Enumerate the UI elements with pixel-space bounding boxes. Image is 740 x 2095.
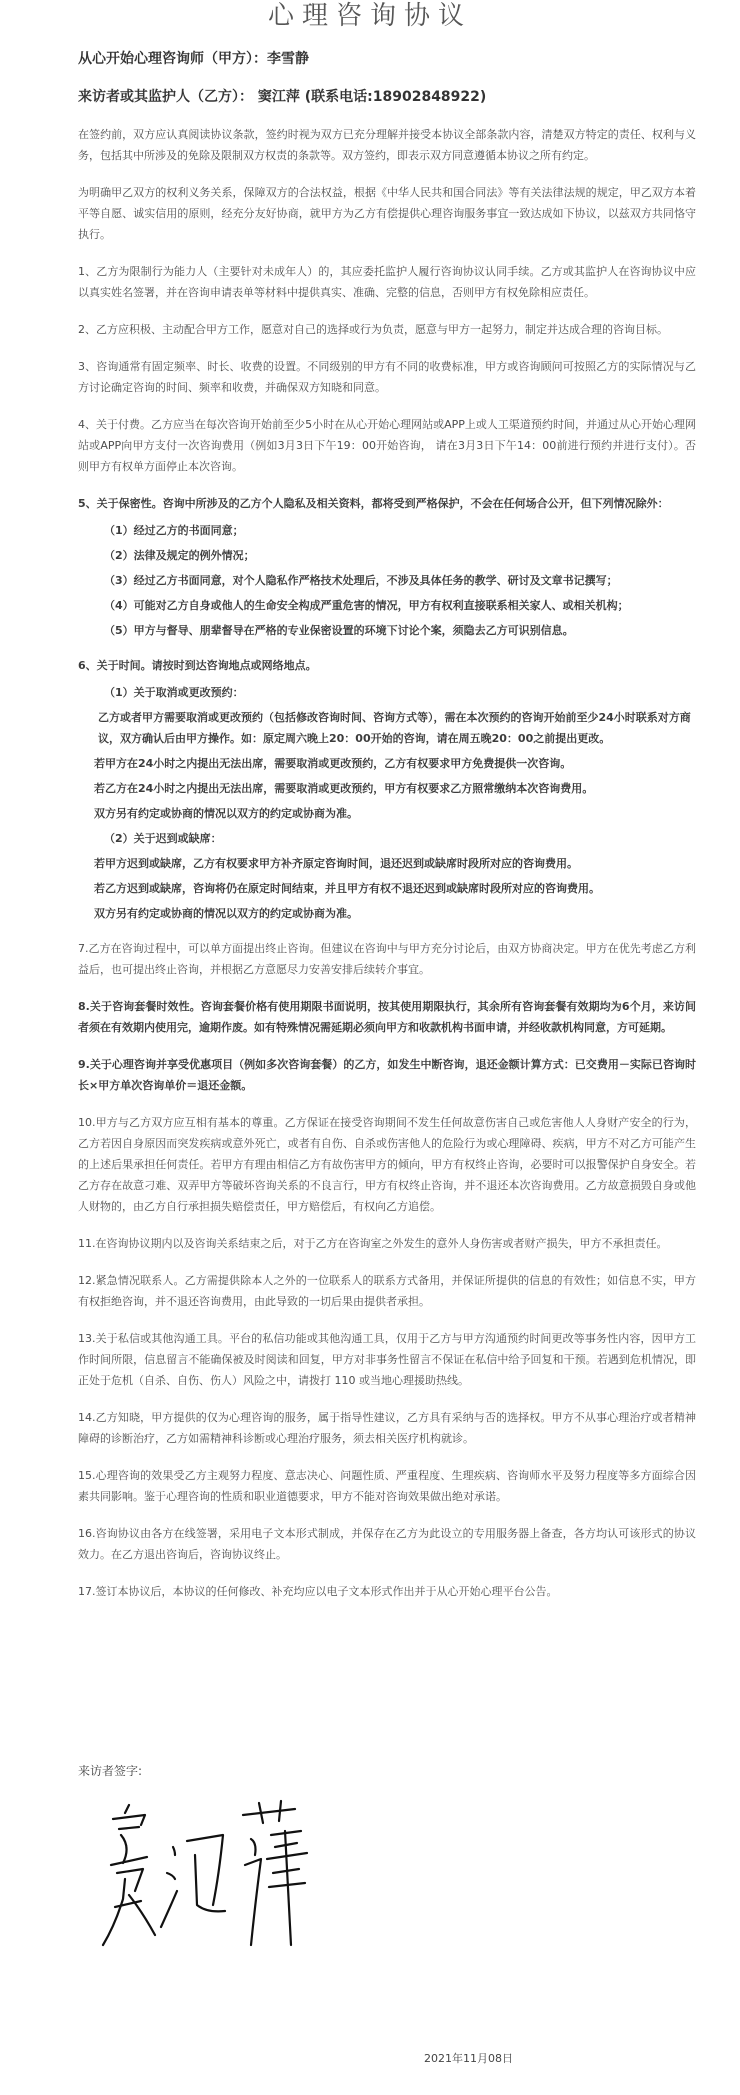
clause-6-sub2-title: （2）关于迟到或缺席： xyxy=(104,832,222,845)
clause-5-item: （2）法律及规定的例外情况； xyxy=(104,549,255,562)
clause-15: 15.心理咨询的效果受乙方主观努力程度、意志决心、问题性质、严重程度、生理疾病、咨询师水平及努力程度等多方面综合因素共同影响。鉴于心理咨询的性质和职业道德要求，甲方不能对咨询效果做出绝对承诺。 xyxy=(78,1469,696,1503)
clause-6-section xyxy=(78,682,696,924)
clause-6-sub1-line: 若乙方在24小时之内提出无法出席，需要取消或更改预约，甲方有权要求乙方照常缴纳本次咨询费用。 xyxy=(94,782,594,795)
clause-13: 13.关于私信或其他沟通工具。平台的私信功能或其他沟通工具，仅用于乙方与甲方沟通预约时间更改等事务性内容，因甲方工作时间所限，信息留言不能确保被及时阅读和回复，甲方对非事务性留言不保证在私信中给予回复和干预。若遇到危机情况，即正处于危机（自杀、自伤、伤人）风险之中，请拨打 110 或当地心理援助热线。 xyxy=(78,1332,696,1387)
party-b-line: 来访者或其监护人（乙方）： 窦江萍 (联系电话:18902848922) xyxy=(78,89,487,105)
clause-6-sub1-line: 乙方或者甲方需要取消或更改预约（包括修改咨询时间、咨询方式等），需在本次预约的咨询开始前至少24小时联系对方商议，双方确认后由甲方操作。如：原定周六晚上20：00开始的咨询，请在周五晚20：00之前提出更改。 xyxy=(98,711,691,745)
clause-6-sub1-line: 若甲方在24小时之内提出无法出席，需要取消或更改预约，乙方有权要求甲方免费提供一次咨询。 xyxy=(94,757,572,770)
clause-4: 4、关于付费。乙方应当在每次咨询开始前至少5小时在从心开始心理网站或APP上或人工渠道预约时间，并通过从心开始心理网站或APP向甲方支付一次咨询费用（例如3月3日下午19：00开始咨询， 请在3月3日下午14：00前进行预约并进行支付）。否则甲方有权单方面停止本次咨询。 xyxy=(78,418,696,473)
clause-10: 10.甲方与乙方双方应互相有基本的尊重。乙方保证在接受咨询期间不发生任何故意伤害自己或危害他人人身财产安全的行为，乙方若因自身原因而突发疾病或意外死亡，或者有自伤、自杀或伤害他人的危险行为或心理障碍、疾病，甲方不对乙方可能产生的上述后果承担任何责任。若甲方有理由相信乙方有故伤害甲方的倾向，甲方有权终止咨询，必要时可以报警保护自身安全。若乙方存在故意刁难、双弄甲方等破坏咨询关系的不良言行，甲方有权终止咨询，并不退还本次咨询费用。乙方故意损毁自身或他人财物的，由乙方自行承担损失赔偿责任，甲方赔偿后，有权向乙方追偿。 xyxy=(78,1116,696,1213)
clause-5-list xyxy=(78,520,696,641)
clause-1: 1、乙方为限制行为能力人（主要针对未成年人）的，其应委托监护人履行咨询协议认同手续。乙方或其监护人在咨询协议中应以真实姓名签署，并在咨询申请表单等材料中提供真实、准确、完整的信息，否则甲方有权免除相应责任。 xyxy=(78,265,696,299)
clause-5-item: （4）可能对乙方自身或他人的生命安全构成严重危害的情况，甲方有权利直接联系相关家人、或相关机构； xyxy=(104,599,629,612)
clause-9: 9.关于心理咨询并享受优惠项目（例如多次咨询套餐）的乙方，如发生中断咨询，退还金额计算方式：已交费用－实际已咨询时长×甲方单次咨询单价＝退还金额。 xyxy=(78,1058,696,1092)
intro-paragraph-1: 在签约前，双方应认真阅读协议条款，签约时视为双方已充分理解并接受本协议全部条款内容，清楚双方特定的责任、权利与义务，包括其中所涉及的免除及限制双方权责的条款等。双方签约，即表示双方同意遵循本协议之所有约定。 xyxy=(78,128,696,162)
clause-6-sub1-line: 双方另有约定或协商的情况以双方的约定或协商为准。 xyxy=(94,807,358,820)
clause-6-sub2-line: 若乙方迟到或缺席，咨询将仍在原定时间结束，并且甲方有权不退还迟到或缺席时段所对应的咨询费用。 xyxy=(94,882,600,895)
clause-16: 16.咨询协议由各方在线签署，采用电子文本形式制成，并保存在乙方为此设立的专用服务器上备查，各方均认可该形式的协议效力。在乙方退出咨询后，咨询协议终止。 xyxy=(78,1527,696,1561)
clause-11: 11.在咨询协议期内以及咨询关系结束之后，对于乙方在咨询室之外发生的意外人身伤害或者财产损失，甲方不承担责任。 xyxy=(78,1237,668,1250)
clause-6-sub1-title: （1）关于取消或更改预约： xyxy=(104,686,244,699)
clause-6-sub2-line: 双方另有约定或协商的情况以双方的约定或协商为准。 xyxy=(94,907,358,920)
signed-date: 2021年11月08日 xyxy=(424,2052,513,2065)
signature-label: 来访者签字: xyxy=(78,1764,143,1778)
clause-17: 17.签订本协议后，本协议的任何修改、补充均应以电子文本形式作出并于从心开始心理平台公告。 xyxy=(78,1585,558,1598)
page-title: 心理咨询协议 xyxy=(267,1,472,31)
clause-5-item: （1）经过乙方的书面同意； xyxy=(104,524,244,537)
clause-5-item: （5）甲方与督导、朋辈督导在严格的专业保密设置的环境下讨论个案，须隐去乙方可识别信息。 xyxy=(104,624,574,637)
agreement-body xyxy=(78,48,696,1618)
intro-paragraph-2: 为明确甲乙双方的权利义务关系，保障双方的合法权益，根据《中华人民共和国合同法》等有关法律法规的规定，甲乙双方本着平等自愿、诚实信用的原则，经充分友好协商，就甲方为乙方有偿提供心理咨询服务事宜一致达成如下协议，以兹双方共同恪守执行。 xyxy=(78,186,696,241)
clause-8: 8.关于咨询套餐时效性。咨询套餐价格有使用期限书面说明，按其使用期限执行，其余所有咨询套餐有效期均为6个月，来访间者须在有效期内使用完，逾期作废。如有特殊情况需延期必须向甲方和收款机构书面申请，并经收款机构同意，方可延期。 xyxy=(78,1000,696,1034)
party-a-line: 从心开始心理咨询师（甲方）：李雪静 xyxy=(78,51,309,67)
clause-5: 5、关于保密性。咨询中所涉及的乙方个人隐私及相关资料，都将受到严格保护，不会在任何场合公开，但下列情况除外： xyxy=(78,497,669,510)
clause-7: 7.乙方在咨询过程中，可以单方面提出终止咨询。但建议在咨询中与甲方充分讨论后，由双方协商决定。甲方在优先考虑乙方利益后，也可提出终止咨询，并根据乙方意愿尽力安善安排后续转介事宜。 xyxy=(78,942,696,976)
clause-6: 6、关于时间。请按时到达咨询地点或网络地点。 xyxy=(78,659,317,672)
clause-6-sub2-line: 若甲方迟到或缺席，乙方有权要求甲方补齐原定咨询时间，退还迟到或缺席时段所对应的咨询费用。 xyxy=(94,857,578,870)
clause-5-item: （3）经过乙方书面同意，对个人隐私作严格技术处理后，不涉及具体任务的教学、研讨及文章书记撰写； xyxy=(104,574,618,587)
clause-2: 2、乙方应积极、主动配合甲方工作，愿意对自己的选择或行为负责，愿意与甲方一起努力，制定并达成合理的咨询目标。 xyxy=(78,323,668,336)
clause-14: 14.乙方知晓，甲方提供的仅为心理咨询的服务，属于指导性建议，乙方具有采纳与否的选择权。甲方不从事心理治疗或者精神障碍的诊断治疗，乙方如需精神科诊断或心理治疗服务，须去相关医疗机构就诊。 xyxy=(78,1411,696,1445)
handwritten-signature xyxy=(95,1795,335,1970)
clause-3: 3、咨询通常有固定频率、时长、收费的设置。不同级别的甲方有不同的收费标准，甲方或咨询顾问可按照乙方的实际情况与乙方讨论确定咨询的时间、频率和收费，并确保双方知晓和同意。 xyxy=(78,360,696,394)
clause-12: 12.紧急情况联系人。乙方需提供除本人之外的一位联系人的联系方式备用，并保证所提供的信息的有效性；如信息不实，甲方有权拒绝咨询，并不退还咨询费用，由此导致的一切后果由提供者承担。 xyxy=(78,1274,696,1308)
